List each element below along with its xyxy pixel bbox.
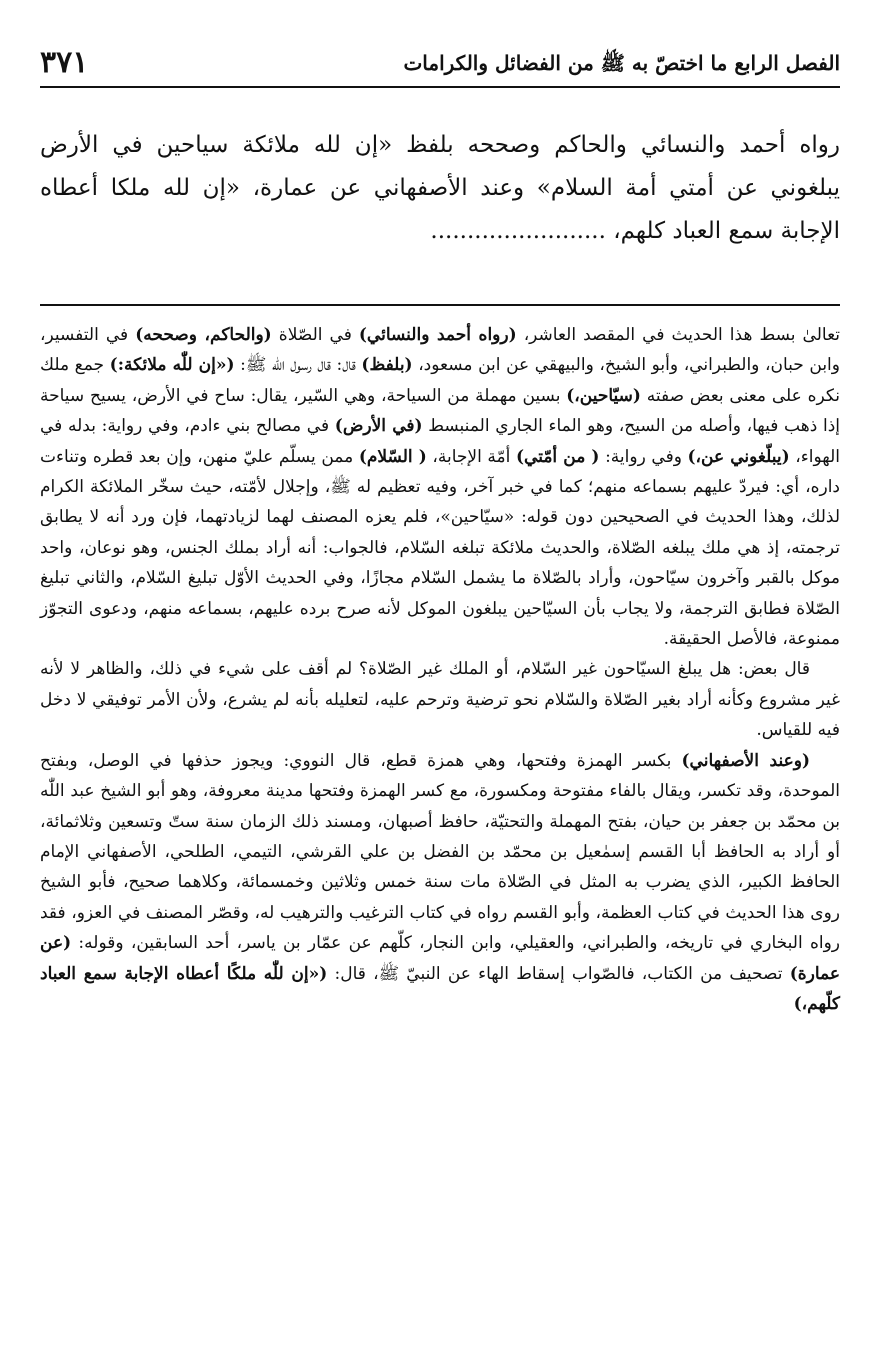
quoted-phrase: («إن للّٰه ملكًا أعطاه الإجابة سمع العباد كلّهم،) [40,963,840,1014]
book-page [40,38,840,1338]
commentary-text: في الصّلاة [271,325,359,345]
running-head: الفصل الرابع ما اختصّ به ﷺ من الفضائل والكرامات [403,51,840,75]
commentary-paragraph-3 [40,746,840,1020]
commentary-text: بسين مهملة من السياحة، وهي السّير، يقال: ساح في الأرض، يسيح سياحة إذا ذهب فيها، وأصله من السيح، وهو الماء الجاري المنبسط [40,385,840,437]
quoted-phrase: (سيّاحين،) [566,385,641,406]
commentary [40,320,840,1350]
quoted-phrase: (وعند الأصفهاني) [681,750,811,771]
commentary-text: جمع ملك نكره على معنى بعض صفته [40,355,840,406]
commentary-text: في مصالح بني ءادم، وفي رواية: بدله في الهواء، [40,416,840,467]
quoted-phrase: (رواه أحمد والنسائي) [358,325,517,345]
commentary-text: بكسر الهمزة وفتحها، وهي همزة قطع، قال النووي: ويجوز حذفها في الوصل، وبفتح الموحدة، وقد تكسر، ويقال بالفاء مفتوحة ومكسورة، مع كسر الهمزة وفتحها مدينة معروفة، وهو أبو الشيخ عبد اللّٰه بن محمّد بن جعفر بن حيان، بفتح المهملة والتحتيّة، حافظ أصبهان، ومسند ذلك الزمان سنة ستّ وتسعين وثلاثمائة، أو أراد به الحافظ أبا القسم إسمٰعيل بن محمّد بن الفضل بن علي القرشي، التيمي، الطلحي، الأصفهاني الإمام الحافظ الكبير، الذي يضرب به المثل في الصّلاة مات سنة خمس وثلاثين وخمسمائة، وكلاهما صحيح، فأبو الشيخ روى هذا الحديث في كتاب العظمة، وأبو القسم رواه في كتاب الترغيب والترهيب له، وقصّر المصنف في العزو، فقد رواه البخاري في تاريخه، والطبراني، والعقيلي، وابن النجار، كلّهم عن عمّار بن ياسر، أحد السابقين، وقوله: [40,750,840,954]
quoted-phrase: (يبلّغوني عن،) [687,446,790,467]
main-text-body: رواه أحمد والنسائي والحاكم وصححه بلفظ «إن لله ملائكة سياحين في الأرض يبلغوني عن أمتي أمة السلام» وعند الأصفهاني عن عمارة، «إن لله ملكا أعطاه الإجابة سمع العباد كلهم، [40,132,840,244]
commentary-text: في التفسير، وابن حبان، والطبراني، وأبو الشيخ، والبيهقي عن ابن مسعود، [40,325,840,376]
quoted-phrase: ( السّلام) [358,446,427,467]
commentary-text: تعالىٰ بسط هذا الحديث في المقصد العاشر، [516,325,841,345]
quoted-phrase: (بلفظ) [361,355,413,376]
quoted-phrase: (والحاكم، وصححه) [135,325,272,345]
commentary-paragraph-1 [40,320,840,654]
quoted-phrase: («إن للّٰه ملائكة:) [109,355,235,376]
commentary-text: تصحيف من الكتاب، فالصّواب إسقاط الهاء عن النبيّ ﷺ، قال: [327,963,790,984]
quoted-phrase: (في الأرض) [334,416,423,437]
page-header [40,38,840,88]
quoted-phrase: (عن عمارة) [40,933,840,984]
commentary-text: أمّة الإجابة، [426,446,516,467]
page-number: ٣٧١ [40,45,89,80]
commentary-text: وفي رواية: [599,446,688,467]
commentary-text: ممن يسلّم عليّ منهن، وإن بعد قطره وتناءت داره، أي: فيردّ عليهم بسماعه منهم؛ كما في خبر آخر، وفيه تعظيم له ﷺ، وإجلال لأمّته، حيث سخّر الملائكة الكرام لذلك، وهذا الحديث في الصحيحين دون قوله: «سيّاحين»، فلم يعزه المصنف لهما لزيادتهما، فإن ورد أنه لا يطابق ترجمته، إذ هي ملك يبلغه الصّلاة، والحديث ملائكة تبلغه السّلام، فالجواب: أنه أراد بملك الجنس، وهو نوعان، واحد موكل بالقبر وآخرون سيّاحون، وأراد بالصّلاة ما يشمل السّلام مجازًا، وفي الحديث الأوّل تبليغ السّلام، والثاني تبليغ الصّلاة فطابق الترجمة، ولا يجاب بأن السيّاحين يبلغون الموكل لأنه صرح برده عليهم، بسماعه منهم، ودعوى التجوّز ممنوعة، فالأصل الحقيقة. [40,446,840,650]
main-text-dots: ........................ [430,218,606,244]
quoted-phrase: ( من أمّتي) [515,446,600,467]
commentary-paragraph-2: قال بعض: هل يبلغ السيّاحون غير السّلام، أو الملك غير الصّلاة؟ لم أقف على شيء في ذلك، والظاهر لا لأنه غير مشروع وكأنه أراد بغير الصّلاة والسّلام نحو ترضية وترحم عليه، لتعليله بأنه لم يشرع، ولأن الأمر توفيقي لا دخل فيه للقياس. [40,659,840,741]
footnote-divider [40,304,840,306]
main-text [40,124,840,300]
commentary-text: قال: قال رسول اللّٰه ﷺ: [234,355,362,376]
